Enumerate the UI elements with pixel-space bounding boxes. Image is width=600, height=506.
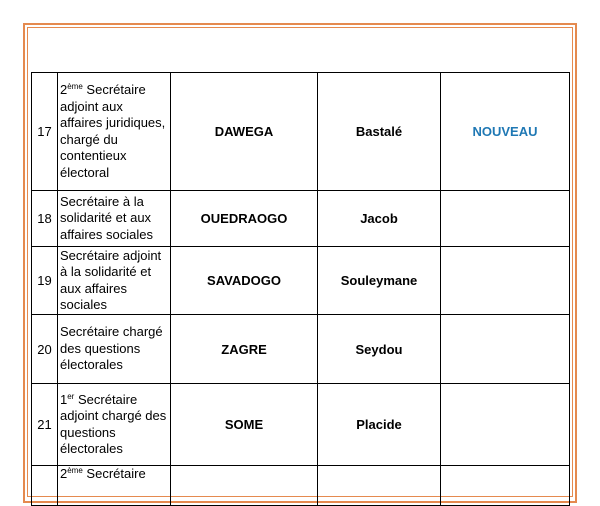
- role-ordinal: 2: [60, 466, 68, 481]
- table-row: [32, 247, 570, 315]
- status-label: NOUVEAU: [441, 73, 570, 191]
- role-ordinal: 1: [60, 391, 68, 407]
- status-label: [441, 247, 570, 315]
- role-title: Secrétaire adjoint aux affaires juridiques, chargé du contentieux électoral: [60, 82, 166, 180]
- role-cell: [58, 73, 171, 191]
- last-name: DAWEGA: [171, 73, 318, 191]
- status-label: [441, 191, 570, 247]
- row-number: 21: [32, 384, 58, 466]
- role-title: Secrétaire chargé des questions électorales: [58, 315, 171, 384]
- table-row: [32, 315, 570, 384]
- first-name: Jacob: [318, 191, 441, 247]
- first-name: Bastalé: [318, 73, 441, 191]
- role-ordinal-suffix: er: [67, 391, 75, 401]
- table-row: [32, 191, 570, 247]
- role-title: Secrétaire adjoint à la solidarité et aux affaires sociales: [58, 247, 171, 315]
- first-name: Souleymane: [318, 247, 441, 315]
- role-cell: [58, 384, 171, 466]
- last-name: OUEDRAOGO: [171, 191, 318, 247]
- roster-table: [31, 72, 570, 506]
- last-name: SAVADOGO: [171, 247, 318, 315]
- table-row: [32, 384, 570, 466]
- role-ordinal: 2: [60, 82, 68, 97]
- status-label: [441, 315, 570, 384]
- last-name: SOME: [171, 384, 318, 466]
- role-title: Secrétaire à la solidarité et aux affaires sociales: [58, 191, 171, 247]
- first-name: Seydou: [318, 315, 441, 384]
- row-number: 19: [32, 247, 58, 315]
- row-number: 18: [32, 191, 58, 247]
- role-title: Secrétaire adjoint chargé des questions électorales: [60, 391, 167, 456]
- role-ordinal-suffix: ème: [67, 82, 83, 91]
- role-ordinal-suffix: ème: [67, 466, 83, 475]
- first-name: Placide: [318, 384, 441, 466]
- status-label: [441, 384, 570, 466]
- last-name: ZAGRE: [171, 315, 318, 384]
- row-number: 17: [32, 73, 58, 191]
- role-title: Secrétaire: [86, 466, 146, 481]
- row-number: 20: [32, 315, 58, 384]
- table-row: [32, 73, 570, 191]
